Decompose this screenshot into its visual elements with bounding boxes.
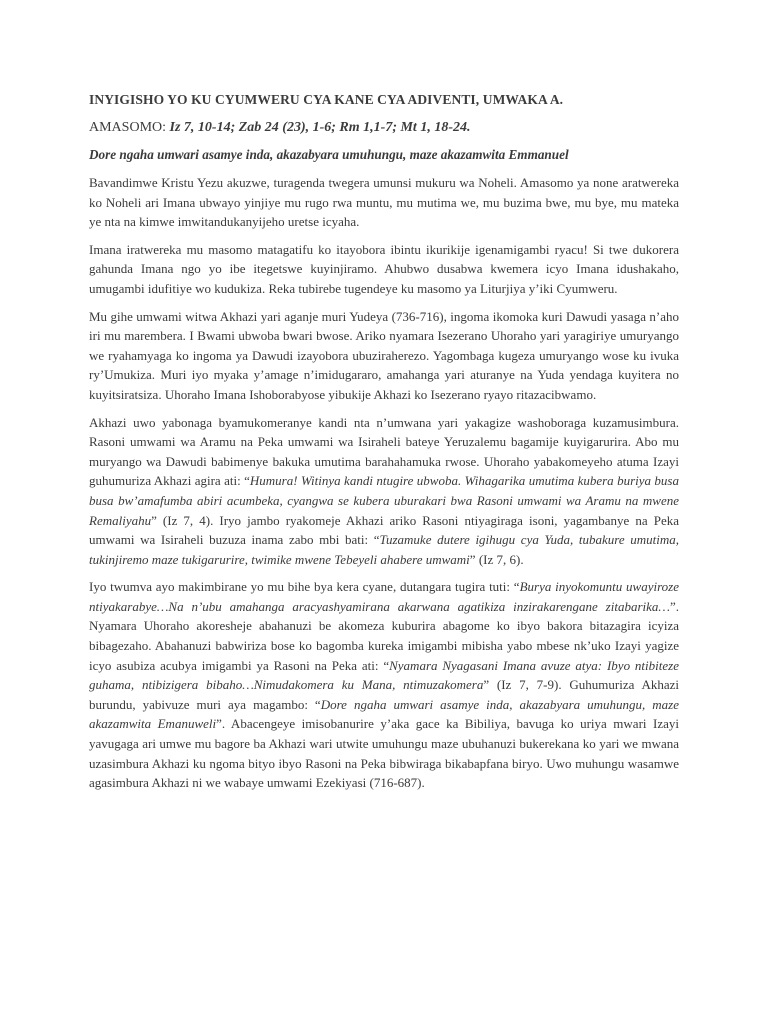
paragraph-5-text-b: ”. Nyamara Uhoraho akoresheje abahanuzi be akomeza kuburira abagome ko ibyo bakora bitazagira icyiza bibagezaho. Abahanuzi babwiriza bose ko bagomba kureka imigambi mibisha yabo mbese nk’uko Izayi yagize icyo asubiza acubya imigambi ya Rasoni na Peka ati: “ — [89, 598, 679, 673]
paragraph-5-quote-1: Burya inyokomuntu uwayiroze ntiyakarabye…Na n’ubu amahanga aracyashyamirana akarwana agatikiza inzirakarengane zitabarika… — [89, 579, 679, 614]
paragraph-1: Bavandimwe Kristu Yezu akuzwe, turagenda twegera umunsi mukuru wa Noheli. Amasomo ya none aratwereka ko Noheli ari Imana ubwayo yinjiye mu rugo rwa muntu, mu mutima we, mu buzima bwe, mu bye, mu mateka ye nta na kimwe imwitandukanyijeho uretse icyaha. — [89, 175, 679, 230]
paragraph-3: Mu gihe umwami witwa Akhazi yari aganje muri Yudeya (736-716), ingoma ikomoka kuri Dawudi yasaga n’aho iri mu marembera. I Bwami ubwoba bwari bwose. Ariko nyamara Isezerano Uhoraho yari yaragiriye umuryango we ryahamyaga ko ingoma ya Dawudi izayobora ubuziraherezo. Yagombaga kugeza umuryango wose ku ivuka ry’Umukiza. Muri iyo myaka y’amage n’imidugararo, amahanga yari aturanye na Yuda yendaga kuyitera no kuyitsiratsiza. Uhoraho Imana Ishoborabyose yibukije Akhazi ko Isezerano ryayo ritazacibwamo. — [89, 308, 679, 402]
paragraph-5-text-d: ”. Abacengeye imisobanurire y’aka gace ka Bibiliya, bavuga ko uriya mwari Izayi yavugaga ari umwe mu bagore ba Akhazi wari utwite umuhungu maze ubuhanuzi bukerekana ko yari we mwana uzasimbura Akhazi ku ngoma bityo ibyo Rasoni na Peka bibwiraga bikabapfana biryo. Uwo muhungu wasamwe agasimbura Akhazi ni we wabaye umwami Ezekiyasi (716-687). — [89, 716, 680, 791]
paragraph-5-text-a: Iyo twumva ayo makimbirane yo mu bihe bya kera cyane, dutangara tugira tuti: “ — [89, 579, 520, 595]
paragraph-4-quote-2: Tuzamuke dutere igihugu cya Yuda, tubakure umutima, tukinjiremo maze tukigarurire, twimike mwene Tebeyeli ahabere umwami — [89, 532, 679, 567]
document-title: INYIGISHO YO KU CYUMWERU CYA KANE CYA ADIVENTI, UMWAKA A. — [89, 92, 564, 107]
readings-label: AMASOMO: — [89, 120, 167, 135]
paragraph-5 — [89, 577, 679, 793]
paragraph-4-text-b: ” (Iz 7, 4). Iryo jambo ryakomeje Akhazi ariko Rasoni ntiyagiraga isoni, yagambanye na Peka umwami wa Isiraheli buzuza inama zabo mbi bati: “ — [89, 512, 679, 548]
readings-line — [89, 120, 679, 136]
paragraph-5-quote-3: Dore ngaha umwari asamye inda, akazabyara umuhungu, maze akazamwita Emanuweli — [89, 696, 680, 732]
paragraph-4-text-a: Akhazi uwo yabonaga byamukomeranye kandi nta n’umwana yari yakagize washoboraga kuzamusimbura. Rasoni umwami wa Aramu na Peka umwami wa Isiraheli bateye Yeruzalemu bagamije kuyigarurira. Abo mu muryango wa Dawudi babimenye bakuka umutima barahahamuka rwose. Uhoraho yabakomeyeho atuma Izayi guhumuriza Akhazi agira ati: “ — [89, 414, 679, 489]
paragraph-2: Imana iratwereka mu masomo matagatifu ko itayobora ibintu ikurikije igenamigambi ryacu! Si twe dukorera gahunda Imana ngo yo ibe itegetswe kuyinjiramo. Ahubwo dusabwa kwemera icyo Imana idushakaho, umugambi idufitiye wo kudukiza. Reka tubirebe tugendeye ku masomo ya Liturjiya y’iki Cyumweru. — [89, 241, 679, 296]
paragraph-4 — [89, 413, 679, 570]
paragraph-5-quote-2: Nyamara Nyagasani Imana avuze atya: Ibyo ntibiteze guhama, ntibizigera bibaho…Nimudakomera ku Mana, ntimuzakomera — [89, 657, 679, 693]
readings-references: Iz 7, 10-14; Zab 24 (23), 1-6; Rm 1,1-7; Mt 1, 18-24. — [166, 120, 471, 135]
paragraph-5-text-c: ” (Iz 7, 7-9). Guhumuriza Akhazi burundu, yabivuze muri aya magambo: “ — [89, 677, 679, 712]
paragraph-4-text-c: ” (Iz 7, 6). — [469, 551, 524, 567]
theme-verse: Dore ngaha umwari asamye inda, akazabyara umuhungu, maze akazamwita Emmanuel — [89, 147, 569, 162]
paragraph-4-quote-1: Humura! Witinya kandi ntugire ubwoba. Wihagarika umutima kubera buriya busa busa bw’amafumba abiri acumbeka, cyangwa se kubera uburakari bwa Rasoni umwami wa Aramu na mwene Remaliyahu — [89, 473, 679, 528]
